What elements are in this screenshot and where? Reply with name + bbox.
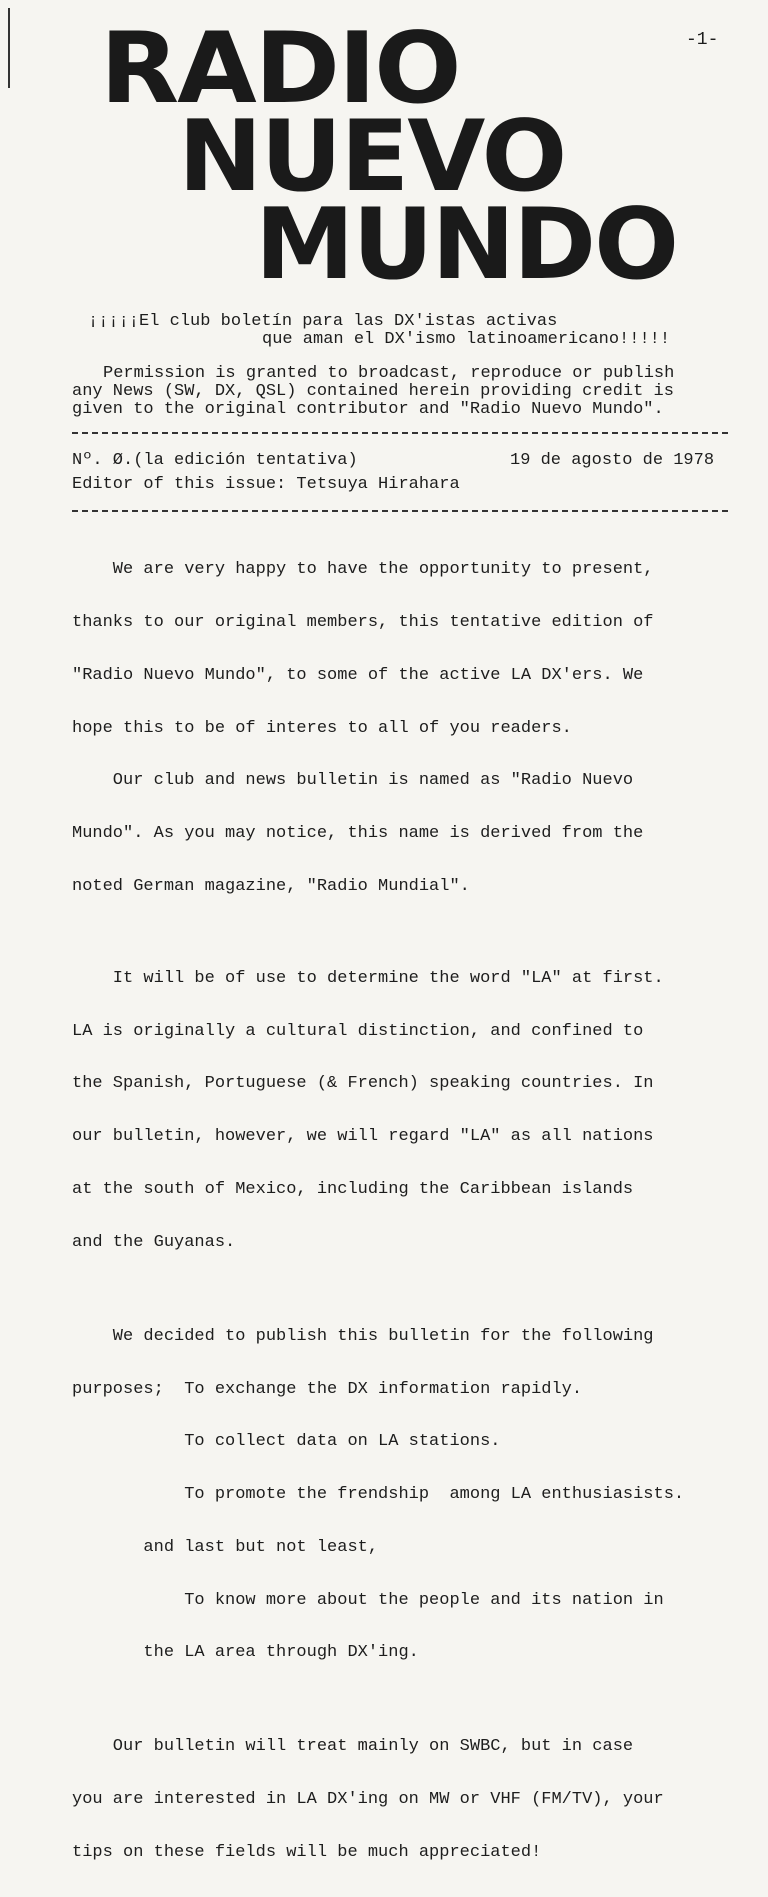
body-line: the Spanish, Portuguese (& French) speaking countries. In (72, 1074, 654, 1094)
slogan-line-1: ¡¡¡¡¡El club boletín para las DX'istas activas (88, 312, 558, 331)
permission-line-1: Permission is granted to broadcast, reproduce or publish (103, 364, 675, 383)
body-line: To collect data on LA stations. (72, 1432, 501, 1452)
permission-line-3: given to the original contributor and "Radio Nuevo Mundo". (72, 400, 664, 419)
body-line: at the south of Mexico, including the Caribbean islands (72, 1179, 634, 1199)
body-line: and the Guyanas. (72, 1232, 236, 1252)
body-line: Our club and news bulletin is named as "Radio Nuevo (72, 771, 634, 791)
body-line: thanks to our original members, this tentative edition of (72, 612, 654, 632)
body-line: noted German magazine, "Radio Mundial". (72, 876, 470, 896)
body-line: LA is originally a cultural distinction, and confined to (72, 1021, 644, 1041)
body-line: We are very happy to have the opportunity to present, (72, 560, 654, 580)
body-line: "Radio Nuevo Mundo", to some of the active LA DX'ers. We (72, 665, 644, 685)
page-number: -1- (686, 30, 719, 50)
body-line: Our bulletin will treat mainly on SWBC, but in case (72, 1737, 634, 1757)
slogan-line-2: que aman el DX'ismo latinoamericano!!!!! (262, 330, 671, 349)
permission-line-2: any News (SW, DX, QSL) contained herein providing credit is (72, 382, 674, 401)
divider-bottom (72, 510, 728, 512)
body-line: We decided to publish this bulletin for the following (72, 1326, 654, 1346)
body-line: the LA area through DX'ing. (72, 1643, 419, 1663)
body-line: tips on these fields will be much appreciated! (72, 1842, 542, 1862)
body-line: To know more about the people and its nation in (72, 1590, 664, 1610)
body-line: you are interested in LA DX'ing on MW or VHF (FM/TV), your (72, 1790, 664, 1810)
body-line: It will be of use to determine the word "LA" at first. (72, 968, 664, 988)
masthead-word-nuevo: NUEVO (178, 100, 566, 214)
body-line: To promote the frendship among LA enthusiasists. (72, 1485, 685, 1505)
issue-number: Nº. Ø.(la edición tentativa) (72, 451, 358, 470)
issue-editor: Editor of this issue: Tetsuya Hirahara (72, 475, 460, 494)
masthead-word-radio: RADIO (100, 12, 460, 126)
divider-top (72, 432, 728, 434)
body-line: hope this to be of interes to all of you readers. (72, 718, 572, 738)
body-text (72, 526, 732, 1897)
issue-date: 19 de agosto de 1978 (510, 451, 715, 470)
margin-mark (8, 8, 10, 88)
masthead-word-mundo: MUNDO (255, 188, 678, 302)
body-line: Mundo". As you may notice, this name is derived from the (72, 824, 644, 844)
body-line: and last but not least, (72, 1537, 379, 1557)
body-line: purposes; To exchange the DX information rapidly. (72, 1379, 583, 1399)
body-line: our bulletin, however, we will regard "LA" as all nations (72, 1127, 654, 1147)
